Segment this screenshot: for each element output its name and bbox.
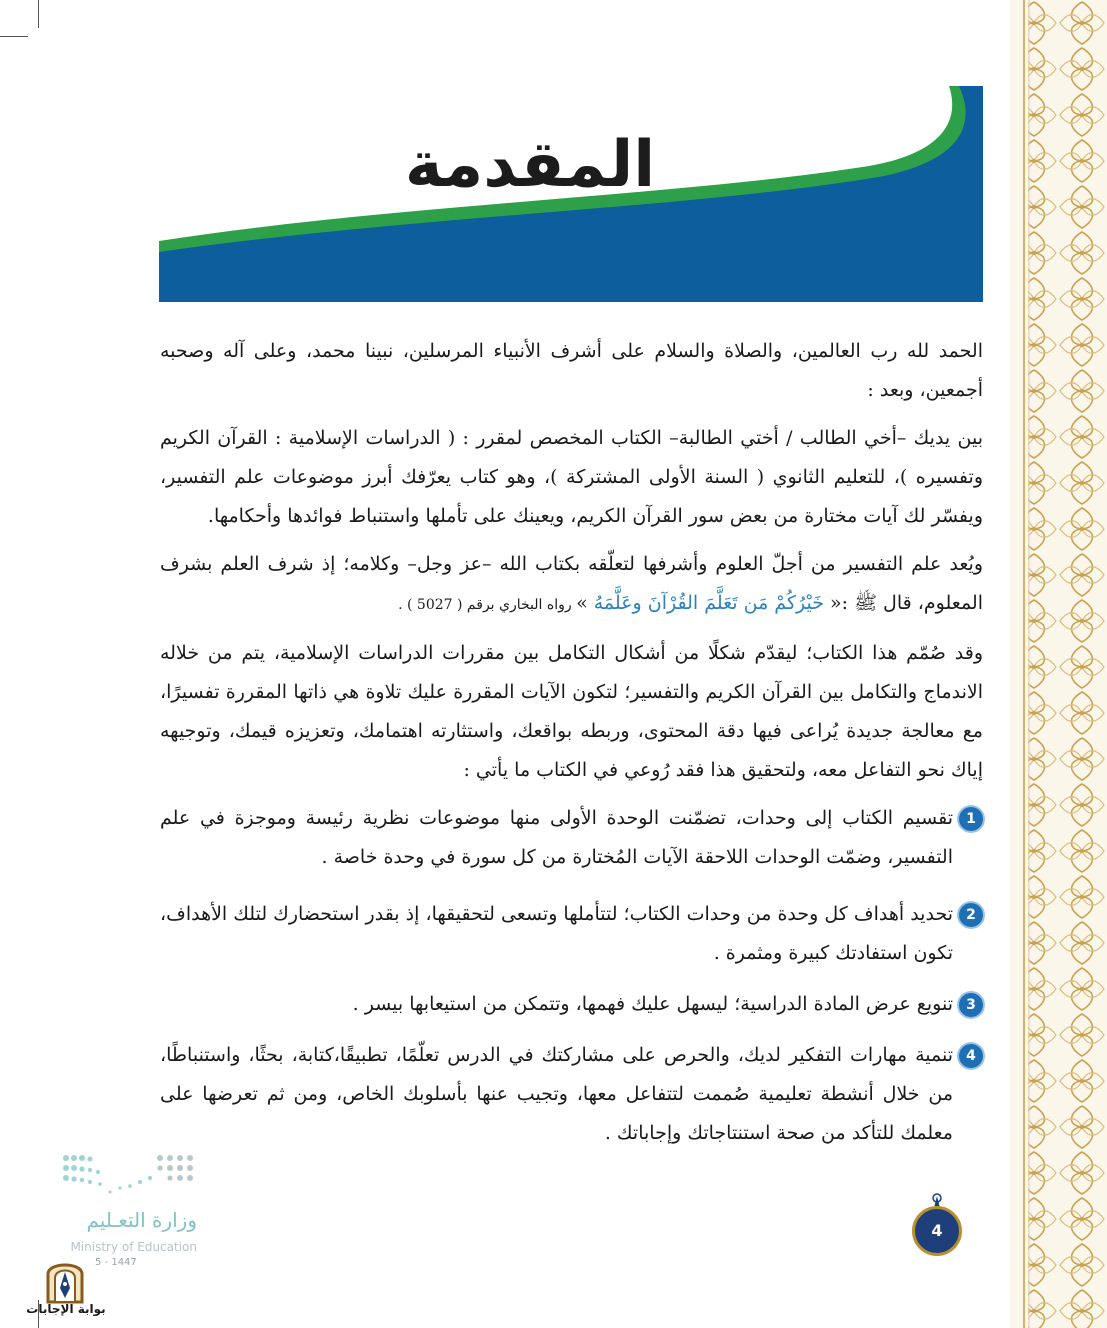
watermark-label: بوابة الإجابات (26, 1302, 106, 1316)
edition-year: 5 - 1447 (95, 1257, 137, 1268)
paragraph: بين يديك –أخي الطالب / أختي الطالبة– الكتاب المخصص لمقرر : ( الدراسات الإسلامية : القرآن الكريم وتفسيره )، للتعليم الثانوي ( السنة الأولى المشتركة )، وهو كتاب يعرّفك أبرز موضوعات علم التفسير، ويفسّر لك آيات مختارة من بعض سور القرآن الكريم، ويعينك على تأملها واستنباط فوائدها وأحكامها. (160, 427, 983, 527)
list-item (160, 1036, 983, 1153)
ornamental-border (1010, 0, 1107, 1328)
hadith-reference-number: ( 5027 ) . (398, 597, 463, 613)
list-item (160, 799, 983, 877)
ornament-pattern-icon (1010, 0, 1107, 1328)
list-number-badge: 1 (959, 807, 983, 831)
list-item-text: تحديد أهداف كل وحدة من وحدات الكتاب؛ لتتأملها وتسعى لتحقيقها، إذ بقدر استحضارك لتلك الأهداف، تكون استفادتك كبيرة ومثمرة . (160, 903, 953, 964)
list-number-badge: 4 (959, 1044, 983, 1068)
page-title: المقدمة (404, 128, 656, 202)
introduction-text (160, 332, 983, 1165)
paragraph: الحمد لله رب العالمين، والصلاة والسلام على أشرف الأنبياء المرسلين، نبينا محمد، وعلى آله وصحبه أجمعين، وبعد : (160, 340, 983, 401)
paragraph-text: ويُعد علم التفسير من أجلّ العلوم وأشرفها لتعلّقه بكتاب الله –عز وجل– وكلامه؛ إذ شرف العلم بشرف المعلوم، قال ﷺ :« (160, 553, 983, 614)
list-item (160, 985, 983, 1024)
list-number-badge: 3 (959, 993, 983, 1017)
ministry-name-english: Ministry of Education (70, 1240, 197, 1254)
paragraph: وقد صُمّم هذا الكتاب؛ ليقدّم شكلًا من أشكال التكامل بين مقررات الدراسات الإسلامية، يتم من خلاله الاندماج والتكامل بين القرآن الكريم والتفسير؛ لتكون الآيات المقررة عليك تلاوة هي ذاتها المقررة تفسيرًا، مع معالجة جديدة يُراعى فيها دقة المحتوى، وربطه بواقعك، واستثارته اهتمامك، وتعزيزه قيمك، وتوجيهه إياك نحو التفاعل معه، ولتحقيق هذا فقد رُوعي في الكتاب ما يأتي : (160, 642, 983, 781)
quote-close: » (576, 592, 588, 614)
hadith-quote: خَيْرُكُمْ مَن تَعَلَّمَ القُرْآنَ وعَلَّمَهُ (587, 592, 830, 614)
page-number-badge (910, 1190, 968, 1262)
watermark-logo-icon (40, 1254, 90, 1304)
hadith-reference: رواه البخاري برقم (462, 597, 577, 613)
ministry-logo-icon (60, 1152, 200, 1208)
list-item-text: تنويع عرض المادة الدراسية؛ ليسهل عليك فهمها، وتتمكن من استيعابها بيسر . (352, 993, 953, 1015)
list-number-badge: 2 (959, 903, 983, 927)
ministry-name-arabic: وزارة التعـليم (86, 1208, 197, 1232)
crop-mark (38, 0, 39, 28)
list-item (160, 895, 983, 973)
list-item-text: تقسيم الكتاب إلى وحدات، تضمّنت الوحدة الأولى منها موضوعات نظرية رئيسة وموجزة في علم التفسير، وضمّت الوحدات اللاحقة الآيات المُختارة من كل سورة في وحدة خاصة . (160, 807, 953, 868)
crop-mark (0, 36, 28, 37)
paragraph (160, 545, 983, 625)
list-item-text: تنمية مهارات التفكير لديك، والحرص على مشاركتك في الدرس تعلّمًا، تطبيقًا،كتابة، بحثًا، واستنباطًا، من خلال أنشطة تعليمية صُممت لتتفاعل معها، وتجيب عنها بأسلوبك الخاص، ومن ثم تعرضها على معلمك للتأكد من صحة استنتاجاتك وإجاباتك . (160, 1044, 953, 1144)
page-number: 4 (912, 1206, 962, 1256)
features-list (160, 799, 983, 1153)
